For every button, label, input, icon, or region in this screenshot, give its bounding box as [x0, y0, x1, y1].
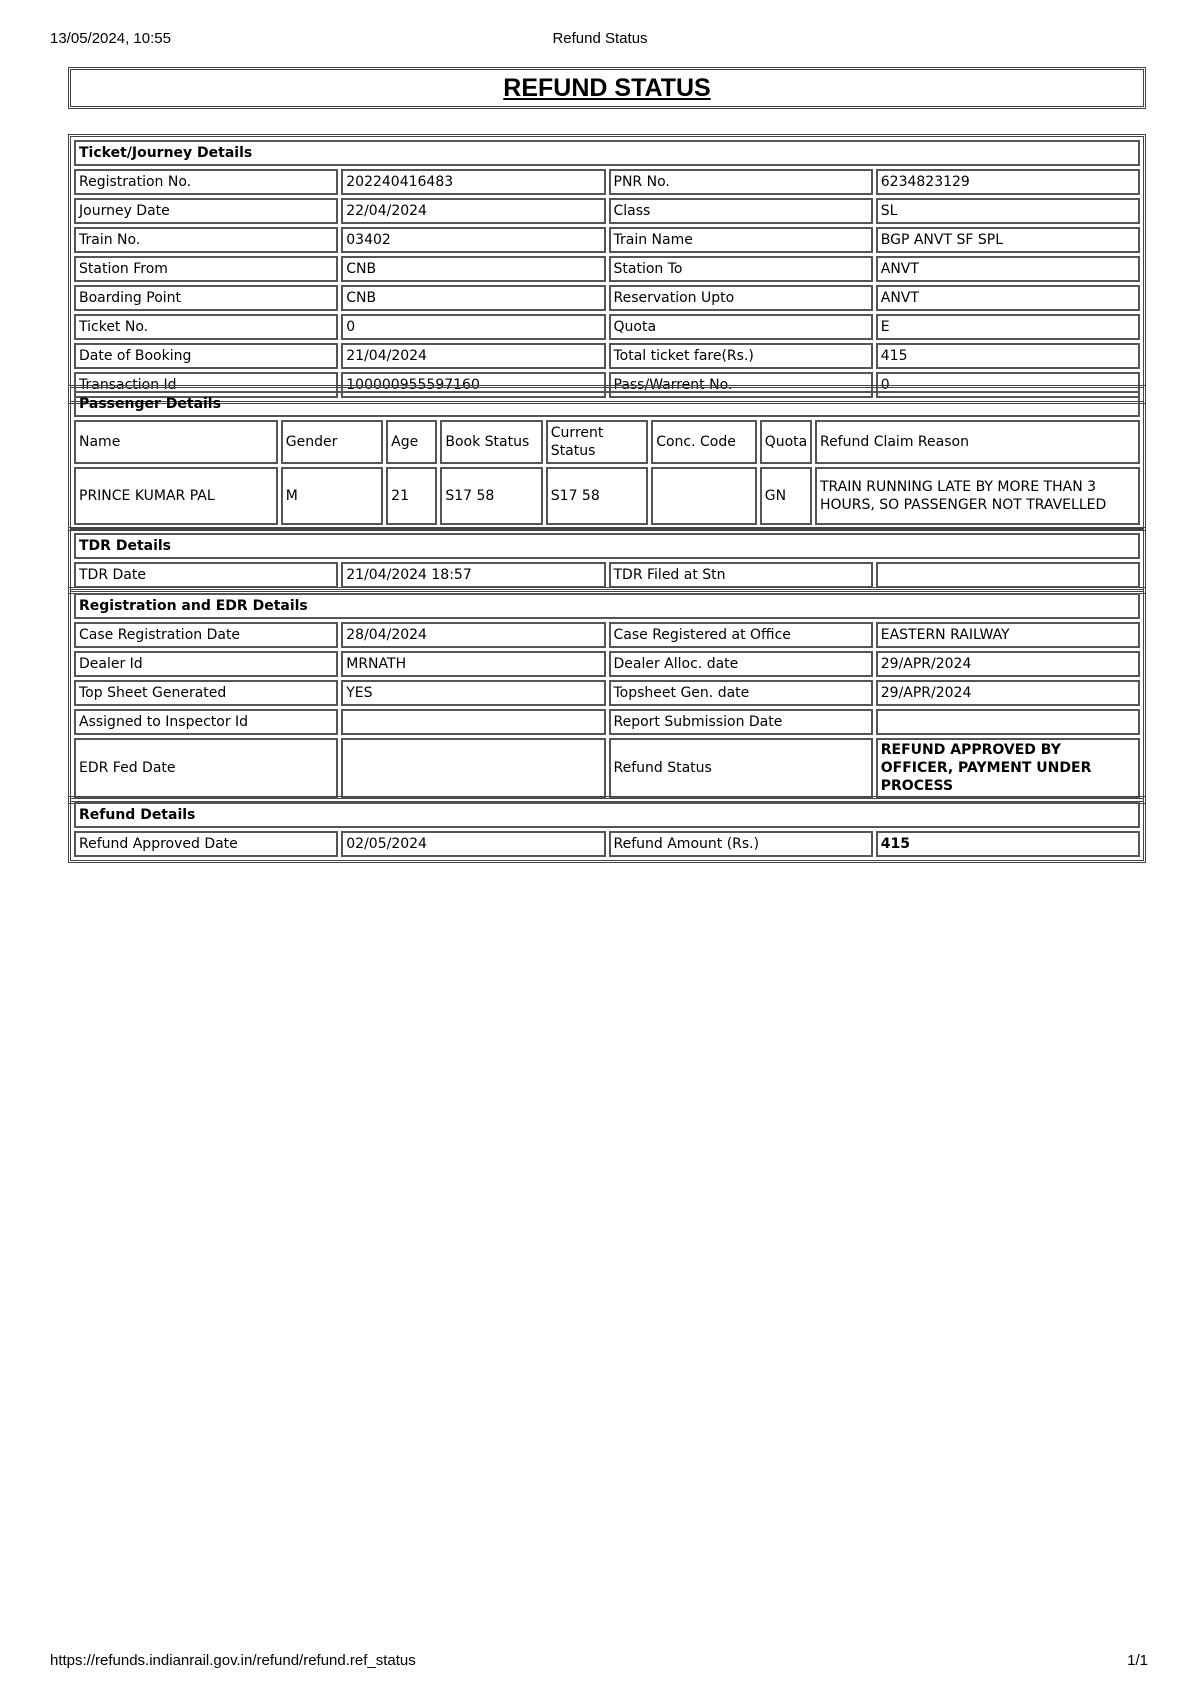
print-page-number: 1/1 — [1127, 1652, 1148, 1669]
tdr-heading: TDR Details — [74, 533, 1140, 559]
field-label: TDR Filed at Stn — [609, 562, 873, 588]
passenger-conc-code — [651, 467, 757, 525]
field-value: CNB — [341, 285, 605, 311]
field-label: Quota — [609, 314, 873, 340]
table-row — [74, 343, 1140, 369]
table-row — [74, 198, 1140, 224]
table-row — [74, 738, 1140, 798]
column-header: Book Status — [440, 420, 542, 464]
field-label: Dealer Alloc. date — [609, 651, 873, 677]
page-title: REFUND STATUS — [503, 73, 711, 102]
field-label: Dealer Id — [74, 651, 338, 677]
field-value: ANVT — [876, 285, 1140, 311]
field-value: 21/04/2024 18:57 — [341, 562, 605, 588]
field-value: 21/04/2024 — [341, 343, 605, 369]
field-label: Assigned to Inspector Id — [74, 709, 338, 735]
journey-heading: Ticket/Journey Details — [74, 140, 1140, 166]
refund-heading: Refund Details — [74, 802, 1140, 828]
field-label: Train No. — [74, 227, 338, 253]
field-label: Refund Approved Date — [74, 831, 338, 857]
journey-details-table — [68, 134, 1146, 404]
print-page-title: Refund Status — [552, 30, 648, 47]
table-row — [74, 709, 1140, 735]
field-value — [876, 562, 1140, 588]
print-url: https://refunds.indianrail.gov.in/refund/refund.ref_status — [50, 1652, 416, 1669]
field-label: Case Registration Date — [74, 622, 338, 648]
field-value: 0 — [341, 314, 605, 340]
passenger-gender: M — [281, 467, 383, 525]
field-value — [341, 709, 605, 735]
field-label: Transaction Id — [74, 372, 338, 398]
column-header: Gender — [281, 420, 383, 464]
table-row — [74, 651, 1140, 677]
table-header-row — [74, 420, 1140, 464]
refund-status-value: REFUND APPROVED BY OFFICER, PAYMENT UNDER PROCESS — [876, 738, 1140, 798]
table-row — [74, 831, 1140, 857]
field-value: E — [876, 314, 1140, 340]
field-label: PNR No. — [609, 169, 873, 195]
tdr-details-table — [68, 527, 1146, 594]
passenger-current-status: S17 58 — [546, 467, 648, 525]
field-label: Pass/Warrent No. — [609, 372, 873, 398]
field-value: 22/04/2024 — [341, 198, 605, 224]
field-label: Date of Booking — [74, 343, 338, 369]
field-label: Registration No. — [74, 169, 338, 195]
field-value: 02/05/2024 — [341, 831, 605, 857]
field-value: SL — [876, 198, 1140, 224]
field-label: Total ticket fare(Rs.) — [609, 343, 873, 369]
table-row — [74, 314, 1140, 340]
refund-claim-reason: TRAIN RUNNING LATE BY MORE THAN 3 HOURS, SO PASSENGER NOT TRAVELLED — [815, 467, 1140, 525]
passenger-details-table — [68, 385, 1146, 531]
field-value: 6234823129 — [876, 169, 1140, 195]
column-header: Conc. Code — [651, 420, 757, 464]
field-value: 0 — [876, 372, 1140, 398]
table-row — [74, 680, 1140, 706]
field-label: Station From — [74, 256, 338, 282]
field-label: Case Registered at Office — [609, 622, 873, 648]
field-value: CNB — [341, 256, 605, 282]
field-label: Boarding Point — [74, 285, 338, 311]
table-row — [74, 562, 1140, 588]
field-value: 03402 — [341, 227, 605, 253]
passenger-heading: Passenger Details — [74, 391, 1140, 417]
column-header: Current Status — [546, 420, 648, 464]
passenger-book-status: S17 58 — [440, 467, 542, 525]
field-label: Ticket No. — [74, 314, 338, 340]
field-label: TDR Date — [74, 562, 338, 588]
refund-amount-value: 415 — [876, 831, 1140, 857]
refund-details-table — [68, 796, 1146, 863]
column-header: Refund Claim Reason — [815, 420, 1140, 464]
column-header: Age — [386, 420, 437, 464]
passenger-age: 21 — [386, 467, 437, 525]
field-value: BGP ANVT SF SPL — [876, 227, 1140, 253]
field-label: Topsheet Gen. date — [609, 680, 873, 706]
field-value: 415 — [876, 343, 1140, 369]
field-value: 28/04/2024 — [341, 622, 605, 648]
field-value — [876, 709, 1140, 735]
column-header: Name — [74, 420, 278, 464]
passenger-name: PRINCE KUMAR PAL — [74, 467, 278, 525]
field-label: Reservation Upto — [609, 285, 873, 311]
title-box — [68, 67, 1146, 109]
column-header: Quota — [760, 420, 812, 464]
field-label: Refund Status — [609, 738, 873, 798]
print-datetime: 13/05/2024, 10:55 — [50, 30, 171, 47]
field-value: ANVT — [876, 256, 1140, 282]
passenger-quota: GN — [760, 467, 812, 525]
field-label: Journey Date — [74, 198, 338, 224]
table-row — [74, 467, 1140, 525]
table-row — [74, 285, 1140, 311]
edr-heading: Registration and EDR Details — [74, 593, 1140, 619]
field-label: Top Sheet Generated — [74, 680, 338, 706]
field-label: Report Submission Date — [609, 709, 873, 735]
field-label: Station To — [609, 256, 873, 282]
table-row — [74, 256, 1140, 282]
table-row — [74, 227, 1140, 253]
field-value: 29/APR/2024 — [876, 680, 1140, 706]
field-value — [341, 738, 605, 798]
field-label: EDR Fed Date — [74, 738, 338, 798]
field-label: Refund Amount (Rs.) — [609, 831, 873, 857]
table-row — [74, 169, 1140, 195]
field-value: 100000955597160 — [341, 372, 605, 398]
field-value: YES — [341, 680, 605, 706]
field-label: Class — [609, 198, 873, 224]
field-value: 29/APR/2024 — [876, 651, 1140, 677]
field-value: 202240416483 — [341, 169, 605, 195]
field-value: MRNATH — [341, 651, 605, 677]
edr-details-table — [68, 587, 1146, 804]
table-row — [74, 622, 1140, 648]
field-value: EASTERN RAILWAY — [876, 622, 1140, 648]
field-label: Train Name — [609, 227, 873, 253]
